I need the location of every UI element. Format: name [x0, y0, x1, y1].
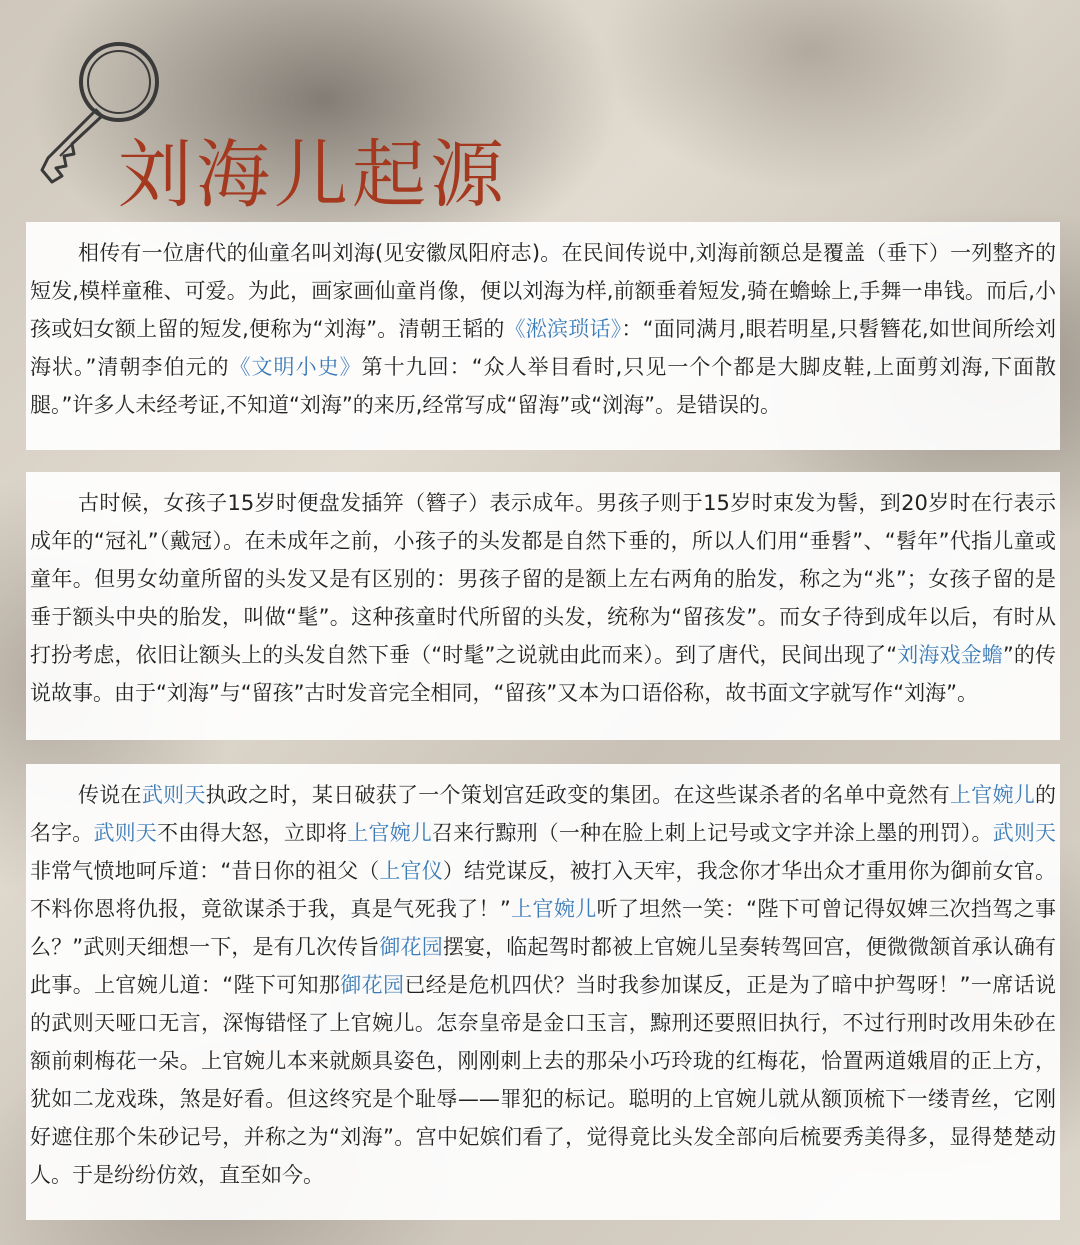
inline-link[interactable]: 上官婉儿: [510, 897, 597, 921]
paragraph-text: 执政之时，某日破获了一个策划宫廷政变的集团。在这些谋杀者的名单中竟然有: [205, 783, 950, 807]
paragraph-text: 传说在: [78, 783, 142, 807]
inline-link[interactable]: 上官婉儿: [347, 821, 432, 845]
paragraph-text: ”的传说故事。由于“刘海”与“留孩”古时发音完全相同，“留孩”又本为口语俗称，故书面文字就写作“刘海”。: [30, 643, 1056, 705]
paragraph-text: 相传有一位唐代的仙童名叫刘海(见安徽凤阳府志)。在民间传说中,刘海前额总是覆盖（垂下）一列整齐的短发,模样童稚、可爱。为此，画家画仙童肖像，便以刘海为样,前额垂着短发,骑在蟾蜍上,手舞一串钱。而后,小孩或妇女额上留的短发,便称为“刘海”。清朝王韬的: [30, 241, 1056, 341]
page-title: 刘海儿起源: [118, 132, 508, 218]
inline-link[interactable]: 上官仪: [379, 859, 443, 883]
inline-link[interactable]: 《淞滨琐话》: [504, 317, 622, 341]
inline-link[interactable]: 御花园: [379, 935, 443, 959]
paragraph-text: 听了坦然一笑：“陛下可曾记得奴婢三次挡驾之事么？”武则天细想一下，是有几次传旨: [30, 897, 1056, 959]
paragraph-text: 的名字。: [30, 783, 1057, 845]
inline-link[interactable]: 武则天: [992, 821, 1056, 845]
paragraph-panel-1: [26, 222, 1060, 450]
inline-link[interactable]: 武则天: [141, 783, 206, 807]
paragraph-1: [30, 234, 1056, 424]
paragraph-text: 召来行黥刑（一种在脸上刺上记号或文字并涂上墨的刑罚）。: [431, 821, 993, 845]
inline-link[interactable]: 上官婉儿: [949, 783, 1036, 807]
inline-link[interactable]: 武则天: [93, 821, 157, 845]
paragraph-text: 古时候，女孩子15岁时便盘发插笄（簪子）表示成年。男孩子则于15岁时束发为髻，到20岁时在行表示成年的“冠礼”（戴冠）。在未成年之前，小孩子的头发都是自然下垂的，所以人们用“垂髫”、“髫年”代指儿童或童年。但男女幼童所留的头发又是有区别的：男孩子留的是额上左右两角的胎发，称之为“兆”；女孩子留的是垂于额头中央的胎发，叫做“髦”。这种孩童时代所留的头发，统称为“留孩发”。而女子待到成年以后，有时从打扮考虑，依旧让额头上的头发自然下垂（“时髦”之说就由此而来）。到了唐代，民间出现了“: [30, 491, 1056, 667]
paragraph-text: 已经是危机四伏？当时我参加谋反，正是为了暗中护驾呀！”一席话说的武则天哑口无言，深悔错怪了上官婉儿。怎奈皇帝是金口玉言，黥刑还要照旧执行，不过行刑时改用朱砂在额前刺梅花一朵。上官婉儿本来就颇具姿色，刚刚刺上去的那朵小巧玲珑的红梅花，恰置两道娥眉的正上方，犹如二龙戏珠，煞是好看。但这终究是个耻辱——罪犯的标记。聪明的上官婉儿就从额顶梳下一缕青丝，它刚好遮住那个朱砂记号，并称之为“刘海”。宫中妃嫔们看了，觉得竟比头发全部向后梳要秀美得多，显得楚楚动人。于是纷纷仿效，直至如今。: [30, 973, 1056, 1187]
inline-link[interactable]: 御花园: [340, 973, 405, 997]
paragraph-panel-2: [26, 472, 1060, 740]
paragraph-text: ：“面同满月,眼若明星,只髫簪花,如世间所绘刘海状。”清朝李伯元的: [30, 317, 1057, 379]
paragraph-text: ）结党谋反，被打入天牢，我念你才华出众才重用你为御前女官。不料你恩将仇报，竟欲谋杀于我，真是气死我了！”: [30, 859, 1057, 921]
paragraph-2: [30, 484, 1056, 712]
paragraph-3: [30, 776, 1056, 1194]
paragraph-panel-3: [26, 764, 1060, 1220]
paragraph-text: 第十九回：“众人举目看时,只见一个个都是大脚皮鞋,上面剪刘海,下面散腿。”许多人未经考证,不知道“刘海”的来历,经常写成“留海”或“浏海”。是错误的。: [30, 355, 1057, 417]
title-area: [22, 30, 522, 218]
inline-link[interactable]: 《文明小史》: [229, 355, 362, 379]
paragraph-text: 不由得大怒，立即将: [156, 821, 348, 845]
paragraph-text: 摆宴，临起驾时都被上官婉儿呈奏转驾回宫，便微微颔首承认确有此事。上官婉儿道：“陛下可知那: [30, 935, 1057, 997]
inline-link[interactable]: 刘海戏金蟾: [897, 643, 1003, 667]
paragraph-text: 非常气愤地呵斥道：“昔日你的祖父（: [30, 859, 380, 883]
